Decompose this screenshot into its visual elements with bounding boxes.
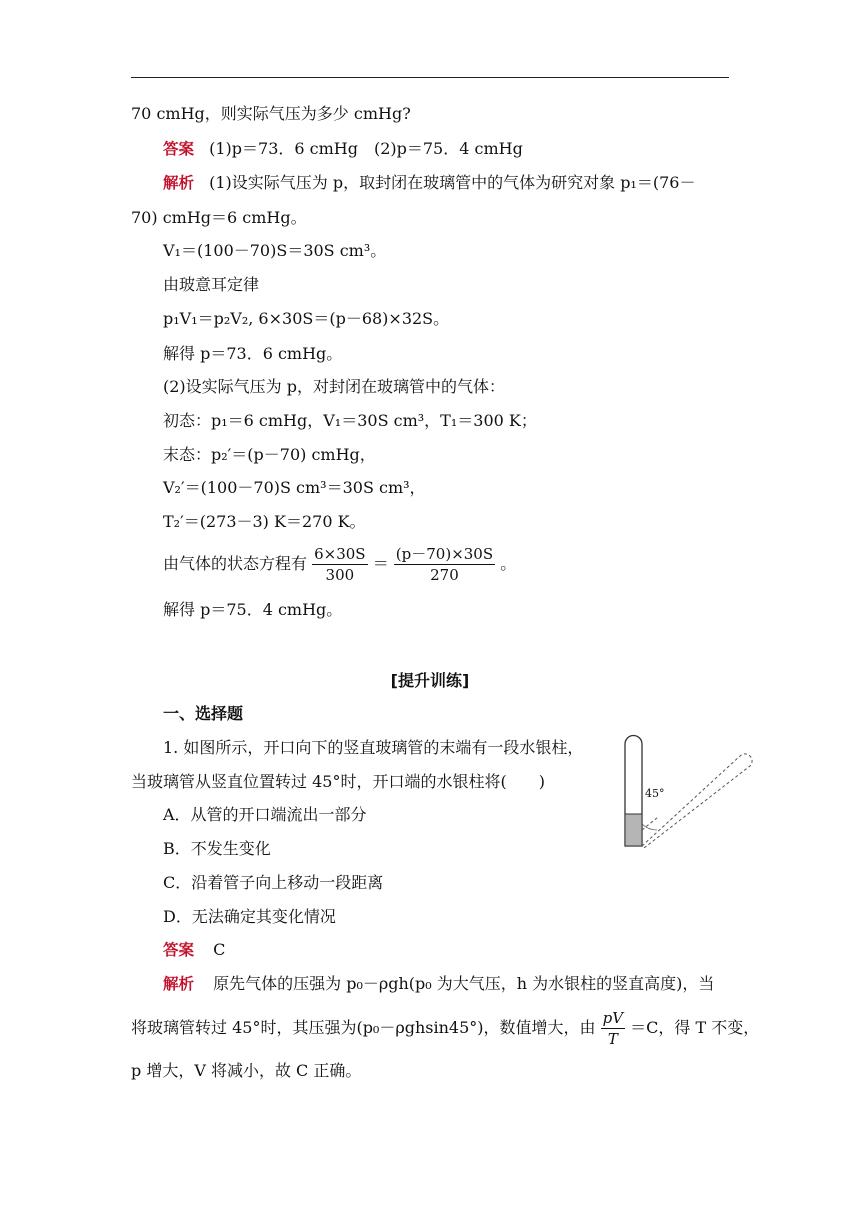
text-line: 70 cmHg，则实际气压为多少 cmHg? xyxy=(131,104,411,123)
fraction-denominator: 300 xyxy=(325,566,355,584)
answer-label: 答案 xyxy=(163,140,195,158)
text-line: V₂′＝(100－70)S cm³＝30S cm³， xyxy=(163,478,426,497)
tube-figure xyxy=(620,732,755,854)
explanation-label: 解析 xyxy=(163,975,195,993)
fraction xyxy=(394,544,495,585)
answer-text: (1)p＝73．6 cmHg (2)p＝75．4 cmHg xyxy=(209,139,523,158)
explanation-line xyxy=(131,1008,760,1049)
subheading: 一、选择题 xyxy=(163,704,244,723)
text-line: 由玻意耳定律 xyxy=(163,275,260,294)
tube-diagram xyxy=(620,732,755,850)
fraction-numerator: 6×30S xyxy=(314,545,366,563)
equals-sign: ＝ xyxy=(372,554,389,573)
text-line: 初态：p₁＝6 cmHg，V₁＝30S cm³，T₁＝300 K； xyxy=(163,411,537,430)
angle-label: 45° xyxy=(645,787,665,800)
text-line: (2)设实际气压为 p，对封闭在玻璃管中的气体： xyxy=(163,377,505,396)
answer-line xyxy=(163,939,763,961)
fraction xyxy=(601,1008,625,1049)
tilted-tube xyxy=(642,754,752,848)
option-c: C．沿着管子向上移动一段距离 xyxy=(163,873,384,892)
text-line: V₁＝(100－70)S＝30S cm³。 xyxy=(163,241,387,260)
question-stem: 当玻璃管从竖直位置转过 45°时，开口端的水银柱将( ) xyxy=(131,772,545,791)
text-line: 解得 p＝73．6 cmHg。 xyxy=(163,344,343,363)
text-line: 末态：p₂′＝(p－70) cmHg， xyxy=(163,445,376,464)
explanation-text: ＝C，得 T 不变， xyxy=(630,1018,760,1037)
mercury-column xyxy=(626,814,642,846)
text-line: 70) cmHg＝6 cmHg。 xyxy=(131,208,307,227)
fraction xyxy=(312,544,367,585)
answer-line xyxy=(163,138,763,160)
explanation-line: p 增大，V 将减小，故 C 正确。 xyxy=(131,1061,362,1080)
explanation-text: 原先气体的压强为 p₀－ρgh(p₀ 为大气压，h 为水银柱的竖直高度)，当 xyxy=(213,974,715,993)
answer-label: 答案 xyxy=(163,941,195,959)
text-line: p₁V₁＝p₂V₂, 6×30S＝(p－68)×32S。 xyxy=(163,309,450,328)
option-d: D．无法确定其变化情况 xyxy=(163,907,336,926)
explanation-line xyxy=(163,172,763,194)
text-line: 解得 p＝75．4 cmHg。 xyxy=(163,600,343,619)
header-rule xyxy=(131,77,729,78)
section-title: [提升训练] xyxy=(390,671,470,690)
fraction-denominator: T xyxy=(607,1030,618,1048)
explanation-text: (1)设实际气压为 p，取封闭在玻璃管中的气体为研究对象 p₁＝(76－ xyxy=(209,173,696,192)
option-a: A．从管的开口端流出一部分 xyxy=(163,805,367,824)
text-line: T₂′＝(273－3) K＝270 K。 xyxy=(163,512,366,531)
equation-prefix: 由气体的状态方程有 xyxy=(163,554,308,573)
equation-suffix: 。 xyxy=(500,554,517,573)
explanation-label: 解析 xyxy=(163,174,195,192)
fraction-numerator: pV xyxy=(602,1009,624,1027)
explanation-line xyxy=(163,973,763,995)
answer-text: C xyxy=(213,940,226,959)
fraction-numerator: (p－70)×30S xyxy=(395,545,494,563)
explanation-text: 将玻璃管转过 45°时，其压强为(p₀－ρghsin45°)，数值增大，由 xyxy=(131,1018,596,1037)
option-b: B．不发生变化 xyxy=(163,839,271,858)
equation-line xyxy=(163,544,763,585)
question-stem: 1. 如图所示，开口向下的竖直玻璃管的末端有一段水银柱， xyxy=(163,738,584,757)
fraction-denominator: 270 xyxy=(430,566,459,584)
